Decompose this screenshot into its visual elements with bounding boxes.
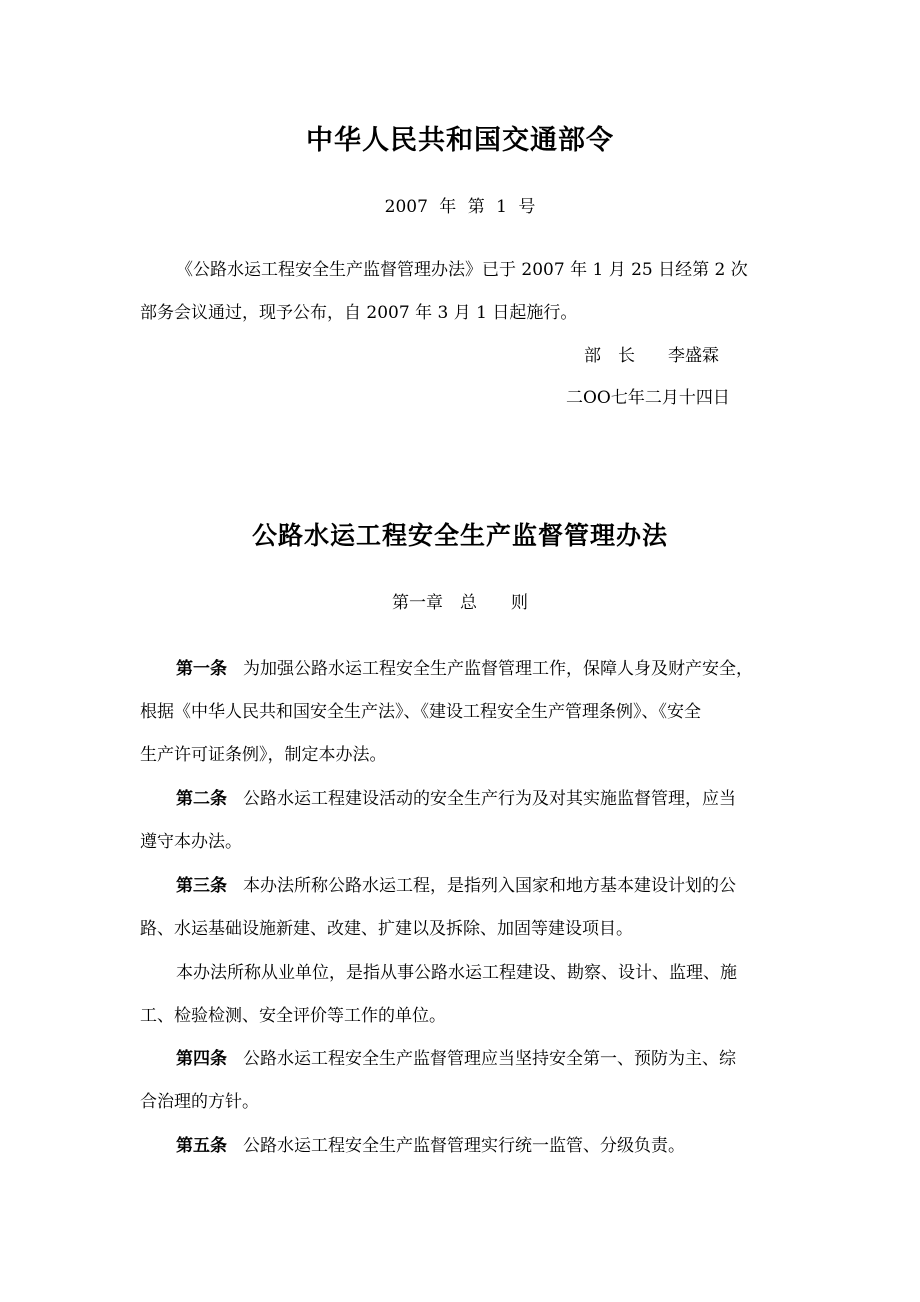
order-number: 2007 年 第 1 号 bbox=[384, 197, 536, 217]
article-4-line-2: 合治理的方针。 bbox=[140, 1092, 259, 1112]
article-text: 公路水运工程安全生产监督管理应当坚持安全第一、预防为主、综 bbox=[243, 1049, 736, 1069]
article-label: 第一条 bbox=[176, 659, 227, 679]
article-3-para-2-line-2: 工、检验检测、安全评价等工作的单位。 bbox=[140, 1006, 446, 1026]
signatory-title: 部 长 bbox=[584, 346, 635, 366]
article-label: 第三条 bbox=[176, 876, 227, 896]
article-3-line-2: 路、水运基础设施新建、改建、扩建以及拆除、加固等建设项目。 bbox=[140, 919, 633, 939]
article-2-line-1 bbox=[176, 784, 736, 809]
article-3-para-2-line-1: 本办法所称从业单位，是指从事公路水运工程建设、勘察、设计、监理、施 bbox=[176, 963, 737, 983]
article-text: 公路水运工程建设活动的安全生产行为及对其实施监督管理，应当 bbox=[243, 789, 736, 809]
order-date: 二OO七年二月十四日 bbox=[566, 388, 730, 408]
article-text: 本办法所称公路水运工程，是指列入国家和地方基本建设计划的公 bbox=[243, 876, 736, 896]
article-label: 第四条 bbox=[176, 1049, 227, 1069]
announcement-line-2: 部务会议通过，现予公布，自 2007 年 3 月 1 日起施行。 bbox=[140, 303, 578, 323]
article-4-line-1 bbox=[176, 1044, 736, 1069]
article-text: 公路水运工程安全生产监督管理实行统一监管、分级负责。 bbox=[243, 1136, 685, 1156]
article-5-line-1 bbox=[176, 1131, 685, 1156]
announcement-line-1: 《公路水运工程安全生产监督管理办法》已于 2007 年 1 月 25 日经第 2 次 bbox=[176, 260, 748, 280]
article-1-line-3: 生产许可证条例》，制定本办法。 bbox=[140, 745, 387, 765]
article-1-line-2: 根据《中华人民共和国安全生产法》、《建设工程安全生产管理条例》、《安全 bbox=[140, 702, 701, 722]
article-text: 为加强公路水运工程安全生产监督管理工作，保障人身及财产安全， bbox=[243, 659, 753, 679]
article-2-line-2: 遵守本办法。 bbox=[140, 832, 242, 852]
chapter-heading: 第一章 总 则 bbox=[392, 593, 528, 613]
order-title: 中华人民共和国交通部令 bbox=[306, 125, 614, 156]
article-1-line-1 bbox=[176, 654, 753, 679]
article-3-line-1 bbox=[176, 871, 736, 896]
signatory-name: 李盛霖 bbox=[668, 346, 719, 366]
article-label: 第二条 bbox=[176, 789, 227, 809]
article-label: 第五条 bbox=[176, 1136, 227, 1156]
regulation-title: 公路水运工程安全生产监督管理办法 bbox=[251, 521, 668, 550]
